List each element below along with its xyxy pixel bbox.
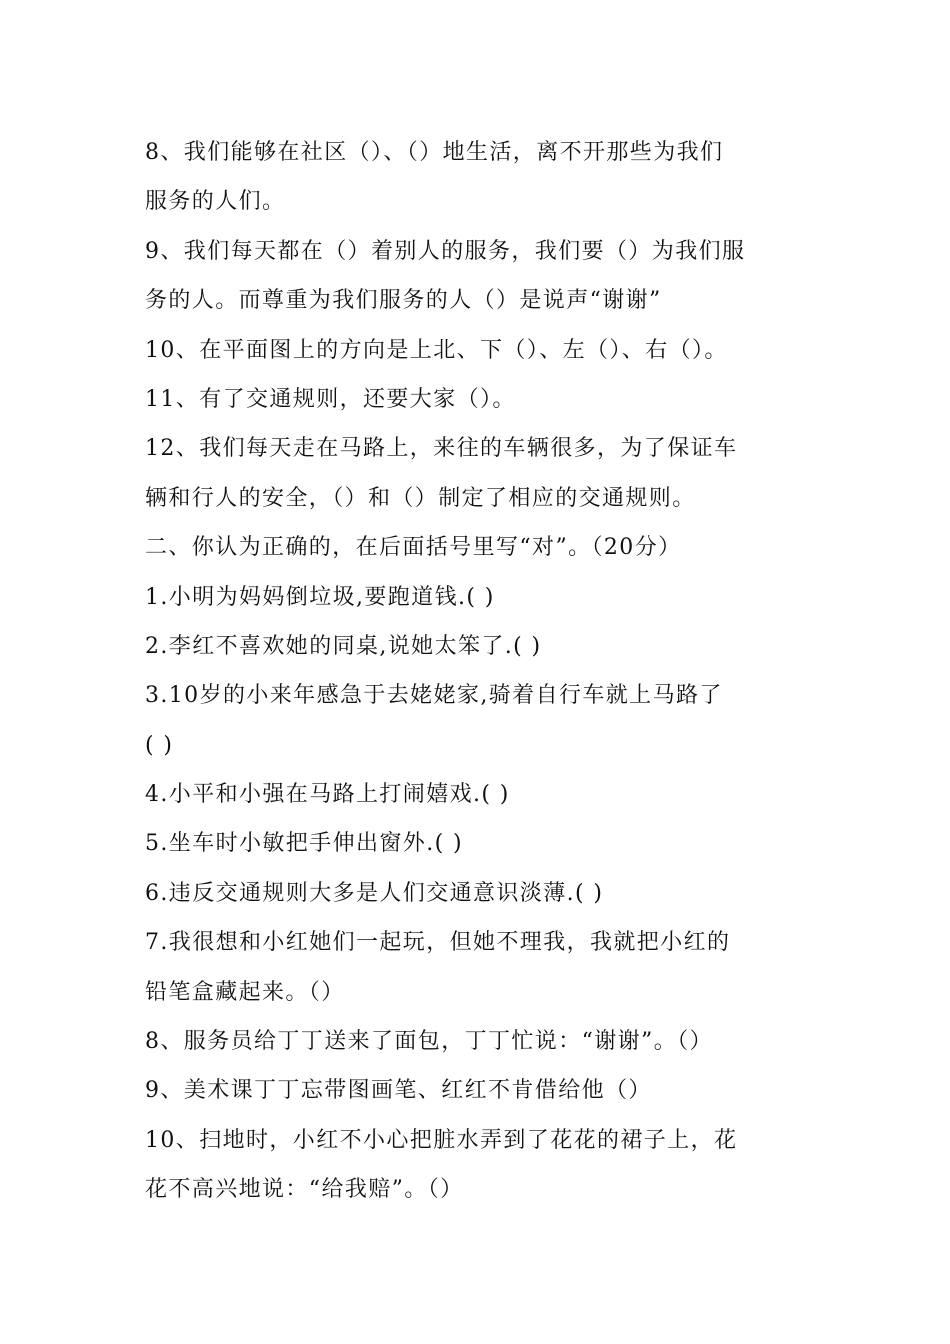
- text-line-q9-cont: 务的人。而尊重为我们服务的人（）是说声“谢谢”: [145, 288, 662, 314]
- section-heading-2: 二、你认为正确的，在后面括号里写“对”。（20分）: [145, 535, 682, 561]
- judge-item-3: 3.10岁的小来年感急于去姥姥家,骑着自行车就上马路了: [145, 683, 723, 709]
- judge-item-3-cont: ( ): [145, 732, 174, 758]
- judge-item-9: 9、美术课丁丁忘带图画笔、红红不肯借给他（）: [145, 1078, 652, 1104]
- text-line-q12-cont: 辆和行人的安全，（）和（）制定了相应的交通规则。: [145, 485, 696, 511]
- judge-item-4: 4.小平和小强在马路上打闹嬉戏.( ): [145, 782, 510, 808]
- text-line-q11: 11、有了交通规则，还要大家（）。: [145, 386, 516, 412]
- judge-item-8: 8、服务员给丁丁送来了面包，丁丁忙说：“谢谢”。（）: [145, 1029, 713, 1055]
- text-line-q8: 8、我们能够在社区（）、（）地生活，离不开那些为我们: [145, 140, 724, 165]
- judge-item-7-cont: 铅笔盒藏起来。（）: [145, 979, 345, 1005]
- judge-item-6: 6.违反交通规则大多是人们交通意识淡薄.( ): [145, 880, 604, 906]
- judge-item-10-cont: 花不高兴地说：“给我赔”。（）: [145, 1177, 464, 1203]
- judge-item-2: 2.李红不喜欢她的同桌,说她太笨了.( ): [145, 633, 542, 659]
- document-content: [145, 128, 815, 1215]
- text-line-q12: 12、我们每天走在马路上，来往的车辆很多，为了保证车: [145, 436, 738, 462]
- text-line-q8-cont: 服务的人们。: [145, 189, 286, 215]
- judge-item-7: 7.我很想和小红她们一起玩，但她不理我，我就把小红的: [145, 930, 731, 956]
- text-line-q10: 10、在平面图上的方向是上北、下（）、左（）、右（）。: [145, 337, 728, 363]
- text-line-q9: 9、我们每天都在（）着别人的服务，我们要（）为我们服: [145, 238, 746, 264]
- judge-item-1: 1.小明为妈妈倒垃圾,要跑道钱.( ): [145, 584, 495, 610]
- judge-item-5: 5.坐车时小敏把手伸出窗外.( ): [145, 831, 463, 857]
- judge-item-10: 10、扫地时，小红不小心把脏水弄到了花花的裙子上，花: [145, 1127, 738, 1153]
